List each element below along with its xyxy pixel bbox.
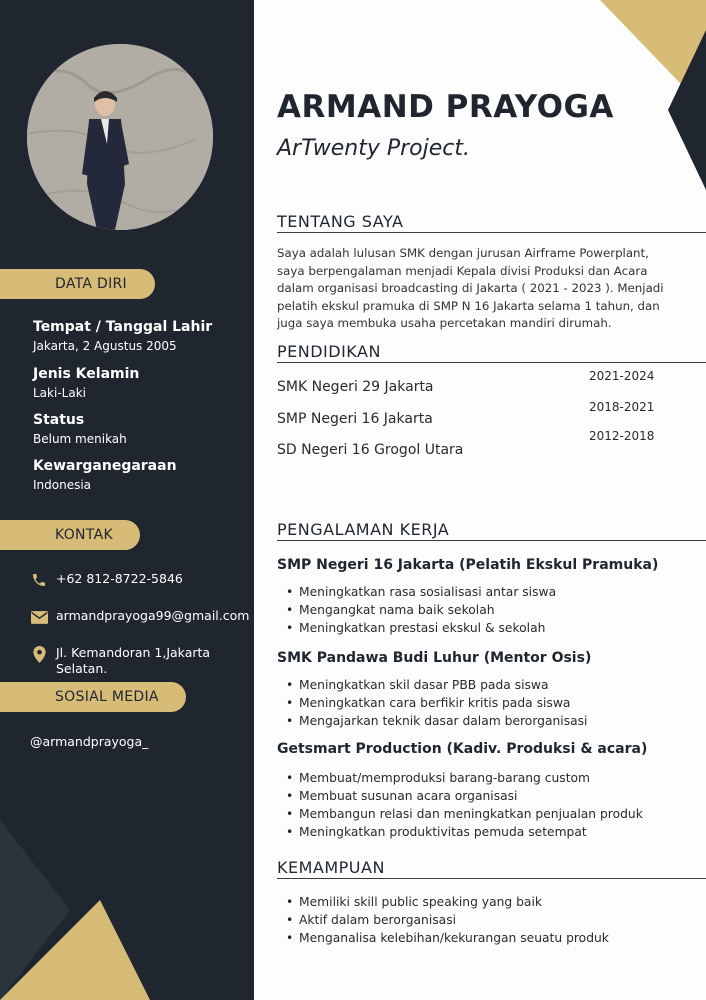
edu-years: 2018-2021	[589, 400, 655, 414]
email-text: armandprayoga99@gmail.com	[56, 608, 250, 623]
job-points	[299, 583, 556, 637]
job-title: Getsmart Production (Kadiv. Produksi & acara)	[277, 741, 648, 757]
list-item: • Membuat/memproduksi barang-barang custom	[299, 769, 643, 787]
person-name: ARMAND PRAYOGA	[277, 89, 614, 125]
social-handle[interactable]	[30, 734, 148, 750]
info-value: Belum menikah	[33, 432, 127, 446]
info-status	[33, 412, 127, 448]
edu-school: SMK Negeri 29 Jakarta	[277, 379, 434, 395]
info-value: Indonesia	[33, 478, 92, 492]
list-item: • Aktif dalam berorganisasi	[299, 911, 609, 929]
list-item: • Membangun relasi dan meningkatkan penjualan produk	[299, 805, 643, 823]
info-gender	[33, 366, 139, 402]
list-item: • Membuat susunan acara organisasi	[299, 787, 643, 805]
job-points	[299, 769, 643, 841]
kontak-title: KONTAK	[55, 527, 113, 543]
list-item: • Mengangkat nama baik sekolah	[299, 601, 556, 619]
job-title: SMK Pandawa Budi Luhur (Mentor Osis)	[277, 650, 592, 666]
decor-corner-navy	[646, 30, 706, 190]
job-points	[299, 676, 587, 730]
location-icon	[30, 645, 48, 663]
edu-school: SD Negeri 16 Grogol Utara	[277, 442, 464, 458]
info-label: Kewarganegaraan	[33, 458, 177, 474]
data-diri-heading	[0, 269, 155, 299]
contact-phone[interactable]	[30, 571, 183, 589]
list-item: • Menganalisa kelebihan/kekurangan seuatu produk	[299, 929, 609, 947]
person-photo-icon	[27, 44, 213, 230]
about-text	[277, 245, 677, 333]
phone-text: +62 812-8722-5846	[56, 571, 183, 586]
list-item: • Meningkatkan cara berfikir kritis pada siswa	[299, 694, 587, 712]
sidebar	[0, 0, 254, 1000]
person-subtitle: ArTwenty Project.	[277, 136, 470, 161]
sosial-title: SOSIAL MEDIA	[55, 689, 159, 705]
about-line: juga saya membuka usaha percetakan mandiri dirumah.	[277, 316, 612, 330]
about-line: Saya adalah lulusan SMK dengan jurusan Airframe Powerplant,	[277, 246, 649, 260]
phone-icon	[30, 571, 48, 589]
experience-heading: PENGALAMAN KERJA	[277, 520, 706, 541]
info-label: Tempat / Tanggal Lahir	[33, 319, 213, 335]
info-nationality	[33, 458, 177, 494]
skills-heading: KEMAMPUAN	[277, 858, 706, 879]
contact-address	[30, 645, 210, 677]
list-item: • Memiliki skill public speaking yang baik	[299, 893, 609, 911]
social-handle-text: @armandprayoga_	[30, 734, 149, 749]
list-item: • Meningkatkan skil dasar PBB pada siswa	[299, 676, 587, 694]
address-text	[56, 645, 210, 677]
list-item: • Meningkatkan produktivitas pemuda setempat	[299, 823, 643, 841]
info-value: Laki-Laki	[33, 386, 86, 400]
job-title: SMP Negeri 16 Jakarta (Pelatih Ekskul Pramuka)	[277, 557, 659, 573]
data-diri-title: DATA DIRI	[55, 276, 127, 292]
list-item: • Mengajarkan teknik dasar dalam berorganisasi	[299, 712, 587, 730]
info-label: Jenis Kelamin	[33, 366, 140, 382]
address-line1: Jl. Kemandoran 1,Jakarta	[56, 645, 211, 660]
contact-email[interactable]	[30, 608, 249, 626]
about-heading: TENTANG SAYA	[277, 212, 706, 233]
edu-years: 2021-2024	[589, 369, 655, 383]
info-birth	[33, 319, 212, 355]
edu-years: 2012-2018	[589, 429, 655, 443]
education-heading: PENDIDIKAN	[277, 342, 706, 363]
list-item: • Meningkatkan prestasi ekskul & sekolah	[299, 619, 556, 637]
list-item: • Meningkatkan rasa sosialisasi antar siswa	[299, 583, 556, 601]
info-label: Status	[33, 412, 85, 428]
address-line2: Selatan.	[56, 661, 108, 676]
email-icon	[30, 608, 48, 626]
profile-photo	[27, 44, 213, 230]
info-value: Jakarta, 2 Agustus 2005	[33, 339, 177, 353]
about-line: dalam organisasi broadcasting di Jakarta ( 2021 - 2023 ). Menjadi	[277, 281, 664, 295]
sosial-heading	[0, 682, 186, 712]
skills-points	[299, 893, 609, 947]
edu-school: SMP Negeri 16 Jakarta	[277, 411, 433, 427]
kontak-heading	[0, 520, 140, 550]
decor-gold-triangle	[0, 900, 254, 1000]
about-line: saya berpengalaman menjadi Kepala divisi Produksi dan Acara	[277, 263, 648, 278]
about-line: pelatih ekskul pramuka di SMP N 16 Jakarta selama 1 tahun, dan	[277, 298, 660, 313]
